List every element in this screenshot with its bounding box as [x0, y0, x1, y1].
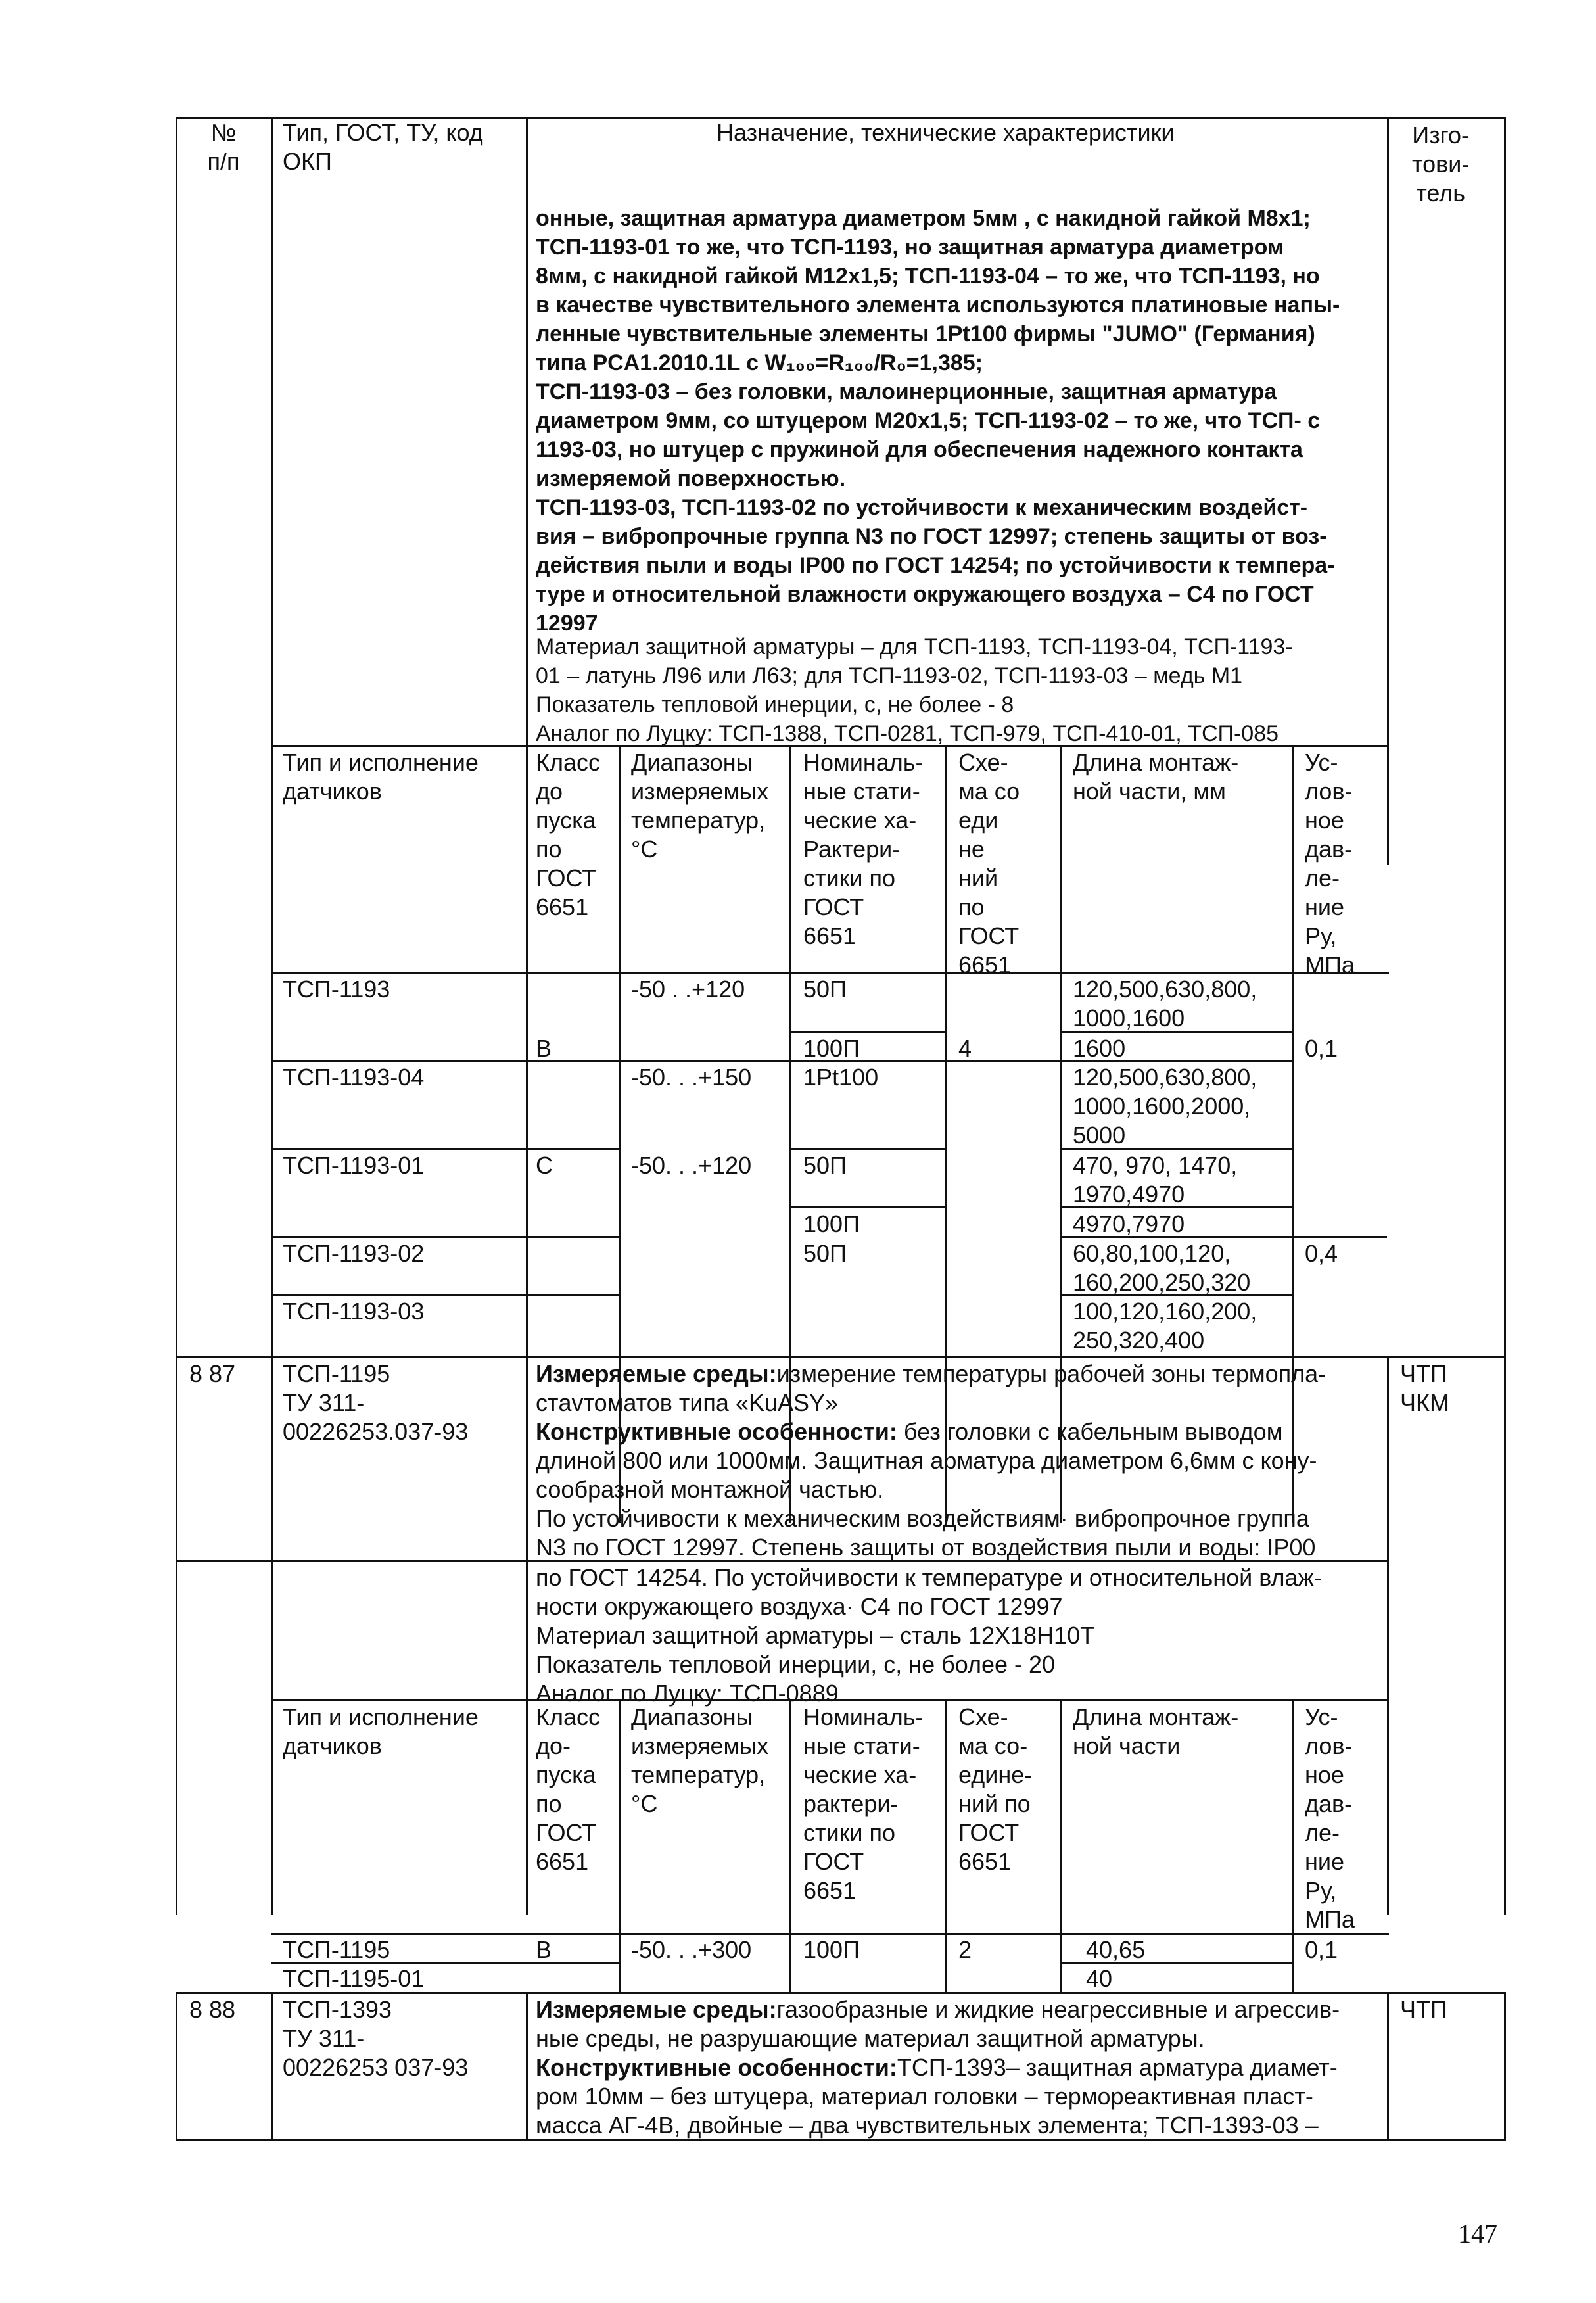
sub2-head-scheme: Схе- ма со- едине- ний по ГОСТ 6651 — [958, 1703, 1033, 1875]
row87-line2: стavтоматов типа «KuASY» — [536, 1389, 839, 1416]
row88-design-text: ТСП-1393– защитная арматура диамет- — [897, 2054, 1338, 2081]
row87-design-text: без головки с кабельным выводом — [897, 1418, 1283, 1445]
block1-plain-text: Материал защитной арматуры – для ТСП-1193, ТСП-1193-04, ТСП-1193- 01 – латунь Л96 или Л63; для ТСП-1193-02, ТСП-1193-03 – медь М1 Показатель тепловой инерции, с, не более - 8 Аналог по Луцку: ТСП-1388, ТСП-0281, ТСП-979, ТСП-410-01, ТСП-085 — [536, 634, 1293, 746]
page-number: 147 — [1458, 2219, 1497, 2248]
header-num: № п/п — [207, 119, 240, 175]
sub1-nsh-4: 50П — [803, 1152, 847, 1179]
grid-line — [945, 1699, 947, 1992]
grid-line — [945, 745, 947, 1523]
sub2-class: В — [536, 1936, 552, 1963]
sub1-head-class: Класс до пуска по ГОСТ 6651 — [536, 749, 600, 920]
sub2-type-2: ТСП-1195-01 — [283, 1965, 425, 1992]
sub1-length-2: 1600 — [1073, 1035, 1126, 1062]
grid-line — [271, 1294, 619, 1296]
grid-line — [789, 1699, 791, 1992]
sub1-head-nsh: Номиналь- ные стати- ческие ха- Рактери- стики по ГОСТ 6651 — [803, 749, 924, 949]
grid-line — [176, 117, 177, 1915]
block1-bold-text: онные, защитная арматура диаметром 5мм , с накидной гайкой М8х1; ТСП-1193-01 то же, что ТСП-1193, но защитная арматура диаметром 8мм, с накидной гайкой М12х1,5; ТСП-1193-04 – то же, что ТСП-1193, но в качестве чувствительного элемента используются платиновые напы- ленные чувствительные элементы 1Pt100 фирмы "JUMO" (Германия) типа PCA1.2010.1L с W₁₀₀=R₁₀₀/R₀=1,385; ТСП-1193-03 – без головки, малоинерционные, защитная арматура диаметром 9мм, со штуцером М20х1,5; ТСП-1193-02 – то же, что ТСП- с 1193-03, но штуцер с пружиной для обеспечения надежного контакта измеряемой поверхностью. ТСП-1193-03, ТСП-1193-02 по устойчивости к механическим воздейст- вия – вибропрочные группа N3 по ГОСТ 12997; степень защиты от воз- действия пыли и воды IP00 по ГОСТ 14254; по устойчивости к темпера- туре и относительной влажности окружающего воздуха – С4 по ГОСТ 12997 — [536, 206, 1340, 636]
sub1-length-7: 100,120,160,200, 250,320,400 — [1073, 1298, 1257, 1354]
sub1-class-c: С — [536, 1152, 553, 1179]
grid-line — [271, 1148, 619, 1150]
sub2-head-length: Длина монтаж- ной части — [1073, 1703, 1239, 1759]
grid-line — [1292, 745, 1294, 1523]
sub1-head-length: Длина монтаж- ной части, мм — [1073, 749, 1239, 805]
row87-label-media: Измеряемые среды: — [536, 1360, 777, 1387]
grid-line — [1387, 117, 1389, 865]
sub1-length-3: 120,500,630,800, 1000,1600,2000, 5000 — [1073, 1064, 1257, 1149]
row87-type: ТСП-1195 ТУ 311- 00226253.037-93 — [283, 1360, 469, 1445]
row87-line3 — [536, 1417, 1282, 1446]
sub1-range-2: -50. . .+150 — [631, 1064, 752, 1091]
grid-line — [789, 1148, 945, 1150]
grid-line — [271, 972, 1389, 974]
sub2-head-range: Диапазоны измеряемых температур, °С — [631, 1703, 769, 1817]
sub1-type-1: ТСП-1193 — [283, 976, 390, 1003]
sub2-head-type: Тип и исполнение датчиков — [283, 1703, 479, 1759]
sub1-head-scheme: Схе- ма со еди не ний по ГОСТ 6651 — [958, 749, 1020, 978]
sub1-pressure-2: 0,4 — [1305, 1240, 1338, 1267]
sub2-head-nsh: Номиналь- ные стати- ческие ха- рактери- стики по ГОСТ 6651 — [803, 1703, 924, 1904]
sub2-nsh: 100П — [803, 1936, 860, 1963]
grid-line — [1060, 1699, 1062, 1992]
grid-line — [271, 1236, 619, 1238]
grid-line — [1387, 1992, 1389, 2141]
grid-line — [1060, 745, 1062, 1523]
grid-line — [619, 1699, 621, 1992]
row87-num: 8 87 — [189, 1360, 236, 1387]
sub1-range-1: -50 . .+120 — [631, 976, 745, 1003]
sub1-nsh-1: 50П — [803, 976, 847, 1003]
sub1-type-5: ТСП-1193-03 — [283, 1298, 425, 1325]
grid-line — [789, 1031, 945, 1033]
row87-makers: ЧТП ЧКМ — [1400, 1360, 1449, 1416]
row87-text3: длиной 800 или 1000мм. Защитная арматура диаметром 6,6мм с кону- сообразной монтажной частью. По устойчивости к механическим воздействиям· вибропрочное группа N3 по ГОСТ 12997. Степень защиты от воздействия пыли и воды: IP00 — [536, 1447, 1317, 1561]
sub1-type-2: ТСП-1193-04 — [283, 1064, 425, 1091]
sub1-nsh-2: 100П — [803, 1035, 860, 1062]
grid-line — [1292, 1699, 1294, 1992]
header-purpose: Назначение, технические характеристики — [716, 119, 1175, 146]
row87-line1 — [536, 1360, 1326, 1389]
grid-line — [1504, 1992, 1506, 2141]
grid-line — [1387, 1356, 1389, 1915]
row88-line2: ные среды, не разрушающие материал защитной арматуры. — [536, 2025, 1205, 2052]
grid-line — [271, 117, 273, 1915]
sub1-head-type: Тип и исполнение датчиков — [283, 749, 479, 805]
grid-line — [789, 1206, 945, 1208]
sub1-nsh-6: 50П — [803, 1240, 847, 1267]
grid-line — [271, 1060, 619, 1062]
row88-num: 8 88 — [189, 1996, 236, 2023]
sub2-head-pressure: Ус- лов- ное дав- ле- ние Ру, МПа — [1305, 1703, 1355, 1933]
row88-media-text: газообразные и жидкие неагрессивные и агрессив- — [776, 1996, 1340, 2023]
sub2-length-2: 40 — [1086, 1965, 1113, 1992]
sub2-scheme: 2 — [958, 1936, 972, 1963]
grid-line — [1504, 117, 1506, 1915]
sub2-range: -50. . .+300 — [631, 1936, 752, 1963]
grid-line — [526, 117, 528, 1915]
sub1-length-5: 4970,7970 — [1073, 1210, 1185, 1237]
sub1-nsh-5: 100П — [803, 1210, 860, 1237]
sub2-type-1: ТСП-1195 — [283, 1936, 390, 1963]
sub2-head-class: Класс до- пуска по ГОСТ 6651 — [536, 1703, 600, 1875]
grid-line — [176, 1356, 1506, 1358]
grid-line — [271, 1933, 1389, 1935]
sub1-range-3: -50. . .+120 — [631, 1152, 752, 1179]
sub1-class-b: В — [536, 1035, 552, 1062]
sub2-length-1: 40,65 — [1086, 1936, 1146, 1963]
row88-label-media: Измеряемые среды: — [536, 1996, 777, 2023]
sub2-pressure: 0,1 — [1305, 1936, 1338, 1963]
row87-media-text: измерение температуры рабочей зоны термопла- — [776, 1360, 1326, 1387]
sub1-length-6: 60,80,100,120, 160,200,250,320 — [1073, 1240, 1251, 1296]
row87-label-design: Конструктивные особенности: — [536, 1418, 897, 1445]
sub1-pressure-1: 0,1 — [1305, 1035, 1338, 1062]
sub1-type-3: ТСП-1193-01 — [283, 1152, 425, 1179]
sub1-type-4: ТСП-1193-02 — [283, 1240, 425, 1267]
row88-type: ТСП-1393 ТУ 311- 00226253 037-93 — [283, 1996, 469, 2081]
row88-line1 — [536, 1995, 1340, 2024]
sub1-head-pressure: Ус- лов- ное дав- ле- ние Ру, МПа — [1305, 749, 1355, 978]
grid-line — [1292, 1236, 1387, 1238]
grid-line — [271, 1992, 273, 2141]
row88-text3: ром 10мм – без штуцера, материал головки – термореактивная пласт- масса АГ-4В, двойные – два чувствительных элемента; ТСП-1393-03 – — [536, 2083, 1319, 2139]
sub1-length-1: 120,500,630,800, 1000,1600 — [1073, 976, 1257, 1032]
row87-text4: по ГОСТ 14254. По устойчивости к температуре и относительной влаж- ности окружающего воздуха· С4 по ГОСТ 12997 Материал защитной арматуры – сталь 12Х18Н10Т Показатель тепловой инерции, с, не более - 20 Аналог по Луцку: ТСП-0889 — [536, 1564, 1322, 1707]
sub1-nsh-3: 1Pt100 — [803, 1064, 879, 1091]
header-maker: Изго- тови- тель — [1412, 122, 1470, 206]
row88-maker: ЧТП — [1400, 1996, 1447, 2023]
grid-line — [176, 1992, 177, 2141]
sub1-head-range: Диапазоны измеряемых температур, °С — [631, 749, 769, 863]
sub1-scheme: 4 — [958, 1035, 972, 1062]
row88-line3 — [536, 2053, 1338, 2082]
sub1-length-4: 470, 970, 1470, 1970,4970 — [1073, 1152, 1238, 1208]
row88-label-design: Конструктивные особенности: — [536, 2054, 897, 2081]
header-type: Тип, ГОСТ, ТУ, код ОКП — [283, 119, 483, 175]
grid-line — [526, 1992, 528, 2141]
